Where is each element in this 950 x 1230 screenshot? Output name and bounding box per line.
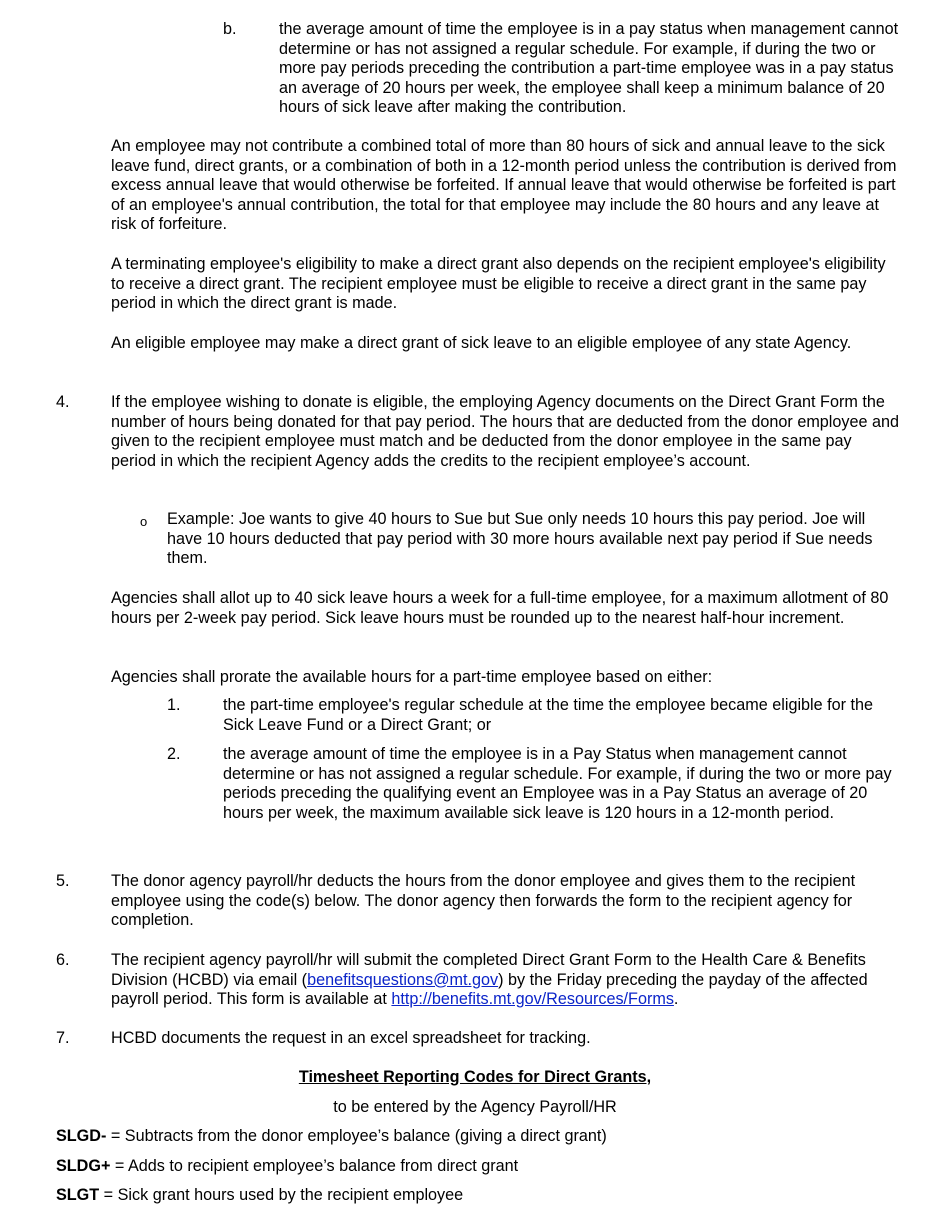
code-row-sldg [56,1157,518,1177]
item-6-text-after-email: ) by the Friday preceding the payday of the affected payroll period. This form is available at [111,970,868,1009]
code-description: = Adds to recipient employee’s balance from direct grant [110,1157,519,1175]
email-link[interactable]: benefitsquestions@mt.gov [307,970,499,989]
list-number-6: 6. [56,951,70,969]
sub-list-item-1-text: the part-time employee's regular schedule at the time the employee became eligible for the Sick Leave Fund or a Direct Grant; or [223,696,874,734]
code-description: = Subtracts from the donor employee’s balance (giving a direct grant) [106,1127,607,1145]
list-item-4-text: If the employee wishing to donate is eligible, the employing Agency documents on the Direct Grant Form the number of hours being donated for that pay period. The hours that are deducted from the donor employee and given to the recipient employee must match and be deducted from the donor employee in the same pay period in which the recipient Agency adds the credits to the recipient employee’s account. [111,393,900,470]
code-description: = Sick grant hours used by the recipient employee [99,1186,464,1204]
sub-list-number-2: 2. [167,745,181,763]
codes-subheading: to be entered by the Agency Payroll/HR [333,1098,617,1116]
sub-list-item-2-text: the average amount of time the employee is in a Pay Status when management cannot determine or has not assigned a regular schedule. For example, if during the two or more pay periods preceding the qualifying event an Employee was in a Pay Status an average of 20 hours per week, the maximum available sick leave is 120 hours in a 12-month period. [223,745,892,822]
list-number-5: 5. [56,872,70,890]
list-number-4: 4. [56,393,70,411]
example-text: Example: Joe wants to give 40 hours to Sue but Sue only needs 10 hours this pay period. Joe will have 10 hours deducted that pay period with 30 more hours available next pay period if Sue needs them. [167,510,873,568]
list-item-5-text: The donor agency payroll/hr deducts the hours from the donor employee and gives them to the recipient employee using the code(s) below. The donor agency then forwards the form to the recipient agency for completion. [111,872,856,930]
paragraph-allotment: Agencies shall allot up to 40 sick leave hours a week for a full-time employee, for a maximum allotment of 80 hours per 2-week pay period. Sick leave hours must be rounded up to the nearest half-hour increment. [111,589,889,627]
code-label: SLDG+ [56,1157,111,1175]
code-row-slgt [56,1186,463,1206]
code-label: SLGT [56,1186,100,1204]
item-6-period: . [673,990,679,1009]
item-6-text-before-email: The recipient agency payroll/hr will submit the completed Direct Grant Form to the Health Care & Benefits Division (HCBD) via email ( [111,951,866,989]
list-marker-b: b. [223,20,237,38]
list-number-7: 7. [56,1029,70,1047]
code-row-slgd [56,1127,607,1147]
forms-url-link[interactable]: http://benefits.mt.gov/Resources/Forms [391,990,674,1009]
paragraph-contribution-limit: An employee may not contribute a combined total of more than 80 hours of sick and annual leave to the sick leave fund, direct grants, or a combination of both in a 12-month period unless the contribution is derived from excess annual leave that would otherwise be forfeited. If annual leave that would otherwise be forfeited is part of an employee's annual contribution, the total for that employee may include the 80 hours and any leave at risk of forfeiture. [111,137,897,234]
codes-heading: Timesheet Reporting Codes for Direct Grants, [298,1068,652,1086]
list-item-6-text [111,951,901,1010]
paragraph-terminating-employee: A terminating employee's eligibility to make a direct grant also depends on the recipient employee's eligibility to receive a direct grant. The recipient employee must be eligible to receive a direct grant in the same pay period in which the direct grant is made. [111,255,886,313]
sub-list-number-1: 1. [167,696,181,714]
bullet-icon: o [140,514,148,529]
list-item-b-text: the average amount of time the employee is in a pay status when management cannot determine or has not assigned a regular schedule. For example, if during the two or more pay periods preceding the contribution a part-time employee was in a pay status an average of 20 hours per week, the employee shall keep a minimum balance of 20 hours of sick leave after making the contribution. [279,20,899,117]
paragraph-eligible-employee: An eligible employee may make a direct grant of sick leave to an eligible employee of any state Agency. [111,334,852,352]
code-label: SLGD- [56,1127,107,1145]
list-item-7-text: HCBD documents the request in an excel spreadsheet for tracking. [111,1029,591,1047]
paragraph-prorate-intro: Agencies shall prorate the available hours for a part-time employee based on either: [111,668,713,686]
